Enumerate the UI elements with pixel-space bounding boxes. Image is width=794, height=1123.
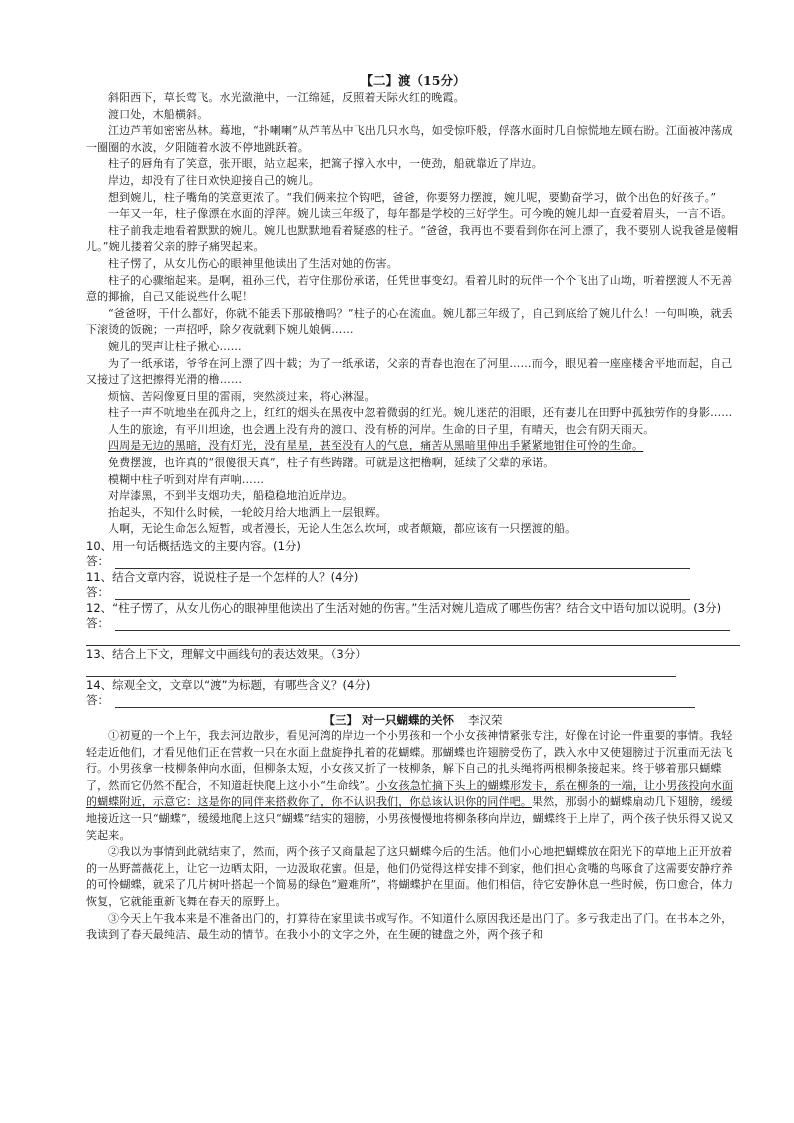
passage-paragraph: 一年又一年，柱子像漂在水面的浮萍。婉儿读三年级了，每年都是学校的三好学生。可今晚的婉儿却一直爱着眉头，一言不语。 [108,207,733,221]
section3-heading: 【三】 对一只蝴蝶的关怀 [323,713,454,728]
section2-passage [86,90,740,538]
passage-paragraph: 江边芦苇如密密丛林。蓦地，“扑喇喇”从芦苇丛中飞出几只水鸟，如受惊吓般，俘落水面时几自惊慌地左顾右盼。江面被冲荡成一圈圈的水波，夕阳随着水波不停地跳跃着。 [86,124,733,154]
answer-label: 答： [86,616,109,631]
question-13: 13、结合上下文，理解文中画线句的表达效果。（3分） [86,647,367,662]
exam-page [86,72,740,944]
answer-line[interactable] [86,631,740,646]
passage-paragraph: 人生的旅途，有平川坦途，也会遇上没有舟的渡口、没有桥的河岸。生命的日子里，有晴天，也会有阴天雨天。 [108,422,655,436]
passage-paragraph: 岸边，却没有了往日欢快迎接自己的婉儿。 [108,173,320,187]
section3-paragraph-3: ③今天上午我本来是不准备出门的，打算待在家里读书或写作。不知道什么原因我还是出门了。多亏我走出了门。在书本之外，我读到了春天最纯洁、最生动的情节。在我小小的文字之外，在生硬的键盘之外，两个孩子和 [86,911,733,942]
para1-text: ①初夏的一个上午，我去河边散步，看见河湾的岸边一个小男孩和一个小女孩神情紧张专注，好像在讨论一件重要的事情。我轻轻走近他们，才看见他们正在营救一只在水面上盘旋挣扎着的花蝴蝶。那蝴蝶也许翅膀受伤了，跌入水中又使翅膀过于沉重而无法飞行。小男孩拿一枝柳条伸向水面，但柳条太短，小女孩又折了一枝柳条，解下自己的扎头绳将两根柳条接起来。终于够着那只蝴蝶了，然而它仍然不配合，不知道赶快爬上这小小“生命线”。 [86,729,733,792]
passage-paragraph: 抬起头，不知什么时候，一轮皎月给大地洒上一层银辉。 [108,505,387,519]
question-12: 12、“柱子愣了，从女儿伤心的眼神里他读出了生活对她的伤害。”生活对婉儿造成了哪些伤害？结合文中语句加以说明。(3分) [86,601,722,616]
answer-label: 答： [86,585,109,600]
answer-row [86,554,740,569]
passage-paragraph: 为了一纸承诺，爷爷在河上漂了四十载；为了一纸承诺，父亲的青春也泡在了河里……而今，眼见着一座座楼舍平地而起，自己又接过了这把擦得光滑的橹…… [86,356,733,387]
passage-paragraph: 模糊中柱子听到对岸有声响…… [108,472,265,486]
answer-line[interactable] [115,629,730,631]
answer-row [86,693,740,708]
answer-line[interactable] [115,706,695,708]
passage-paragraph: 四周是无边的黑暗，没有灯光，没有星星，甚至没有人的气息，痛苦从黑暗里伸出手紧紧地钳住可怜的生命。 [108,439,644,453]
answer-line[interactable] [115,567,690,569]
underlined-sentence: 小女孩急忙摘下头上的蝴蝶形发卡，系在柳条的一端，让小男孩投向水面的蝴蝶附近，示意它：这是你的同伴来搭救你了，你不认识我们，你总该认识你的同伴吧。 [86,778,734,809]
answer-label: 答： [86,554,109,569]
section3-author: 李汉荣 [468,713,503,728]
passage-paragraph: 柱子一声不吭地坐在孤舟之上，红红的烟头在黑夜中忽着微弱的红光。婉儿迷茫的泪眼，还有妻儿在田野中孤独劳作的身影…… [108,406,733,420]
passage-paragraph: “爸爸呀，干什么都好，你就不能丢下那破橹吗？”柱子的心在流血。婉儿都三年级了，自己到底给了婉儿什么！一句叫唤，就丢下滚烫的饭碗；一声招呼，除夕夜就剩下婉儿娘俩…… [86,306,733,337]
passage-paragraph: 斜阳西下，草长莺飞。水光潋滟中，一江绵延，反照着天际火红的晚霞。 [108,91,465,104]
passage-paragraph: 人啊，无论生命怎么短暂，或者漫长，无论人生怎么坎坷，或者颠簸，都应该有一只摆渡的船。 [108,522,577,536]
answer-row [86,585,740,600]
section3-paragraph-2: ②我以为事情到此就结束了，然而，两个孩子又商量起了这只蝴蝶今后的生活。他们小心地把蝴蝶放在阳光下的草地上正开放着的一丛野蔷薇花上，让它一边晒太阳，一边汲取花蜜。但是，他们仍觉得这样安排不到家，他们担心贪嘴的鸟啄食了这需要安静疗养的可怜蝴蝶，就采了几片树叶搭起一个简易的绿色“避难所”，将蝴蝶护在里面。他们相信，待它安静休息一些时候，伤口愈合，体力恢复，它就能重新飞舞在春天的原野上。 [86,845,734,908]
questions [86,539,740,708]
passage-paragraph: 柱子的心骤缩起来。是啊，祖孙三代，若守住那份承诺，任凭世事变幻。看着儿时的玩伴一个个飞出了山坳，听着摆渡人不无善意的揶揄，自己又能说些什么呢！ [86,273,733,304]
section2-title: 【二】渡（15分） [360,73,466,88]
passage-paragraph: 婉儿的哭声让柱子揪心…… [108,339,242,353]
answer-line[interactable] [86,662,676,677]
passage-paragraph: 烦恼、苦闷像夏日里的雷雨，突然淡过来，将心淋湿。 [108,389,376,403]
answer-row [86,616,740,631]
para1-text-end: 果然，那弱小的蝴蝶扇动几下翅膀，缓缓地接近这一只“蝴蝶”，缓缓地爬上这只“蝴蝶”结实的翅膀，小男孩慢慢地将柳条移向岸边，蝴蝶终于上岸了，两个孩子快乐得又说又笑起来。 [86,795,734,842]
section3-title [86,712,740,728]
question-10: 10、用一句话概括选文的主要内容。(1分) [86,539,301,554]
question-11: 11、结合文章内容，说说柱子是一个怎样的人？(4分) [86,570,359,585]
passage-paragraph: 对岸漆黑，不到半支烟功夫，船稳稳地泊近岸边。 [108,489,354,503]
passage-paragraph: 柱子前我走地看着默默的婉儿。婉儿也默默地看着疑惑的柱子。“爸爸，我再也不要看到你在河上漂了，我不要别人说我爸是傻帽儿。”婉儿搂着父亲的脖子痛哭起来。 [86,223,739,254]
passage-paragraph: 柱子的唇角有了笑意，张开眼，站立起来，把篙子撑入水中，一使劲，船就靠近了岸边。 [108,157,543,171]
passage-paragraph: 渡口处，木船横斜。 [108,107,209,121]
passage-paragraph: 柱子愣了，从女儿伤心的眼神里他读出了生活对她的伤害。 [108,256,398,270]
question-14: 14、综观全文，文章以“渡”为标题，有哪些含义？(4分) [86,678,371,693]
passage-paragraph: 免费摆渡，也许真的“很傻很天真”，柱子有些踌躇。可就是这把橹啊，延续了父辈的承诺。 [108,456,555,470]
answer-label: 答： [86,693,109,708]
passage-paragraph: 想到婉儿，柱子嘴角的笑意更浓了。“我们俩来拉个钩吧，爸爸，你要努力摆渡，婉儿呢，要勤奋学习，做个出色的好孩子。” [108,190,717,204]
answer-line[interactable] [115,598,690,600]
section3-paragraph-1 [86,728,740,844]
